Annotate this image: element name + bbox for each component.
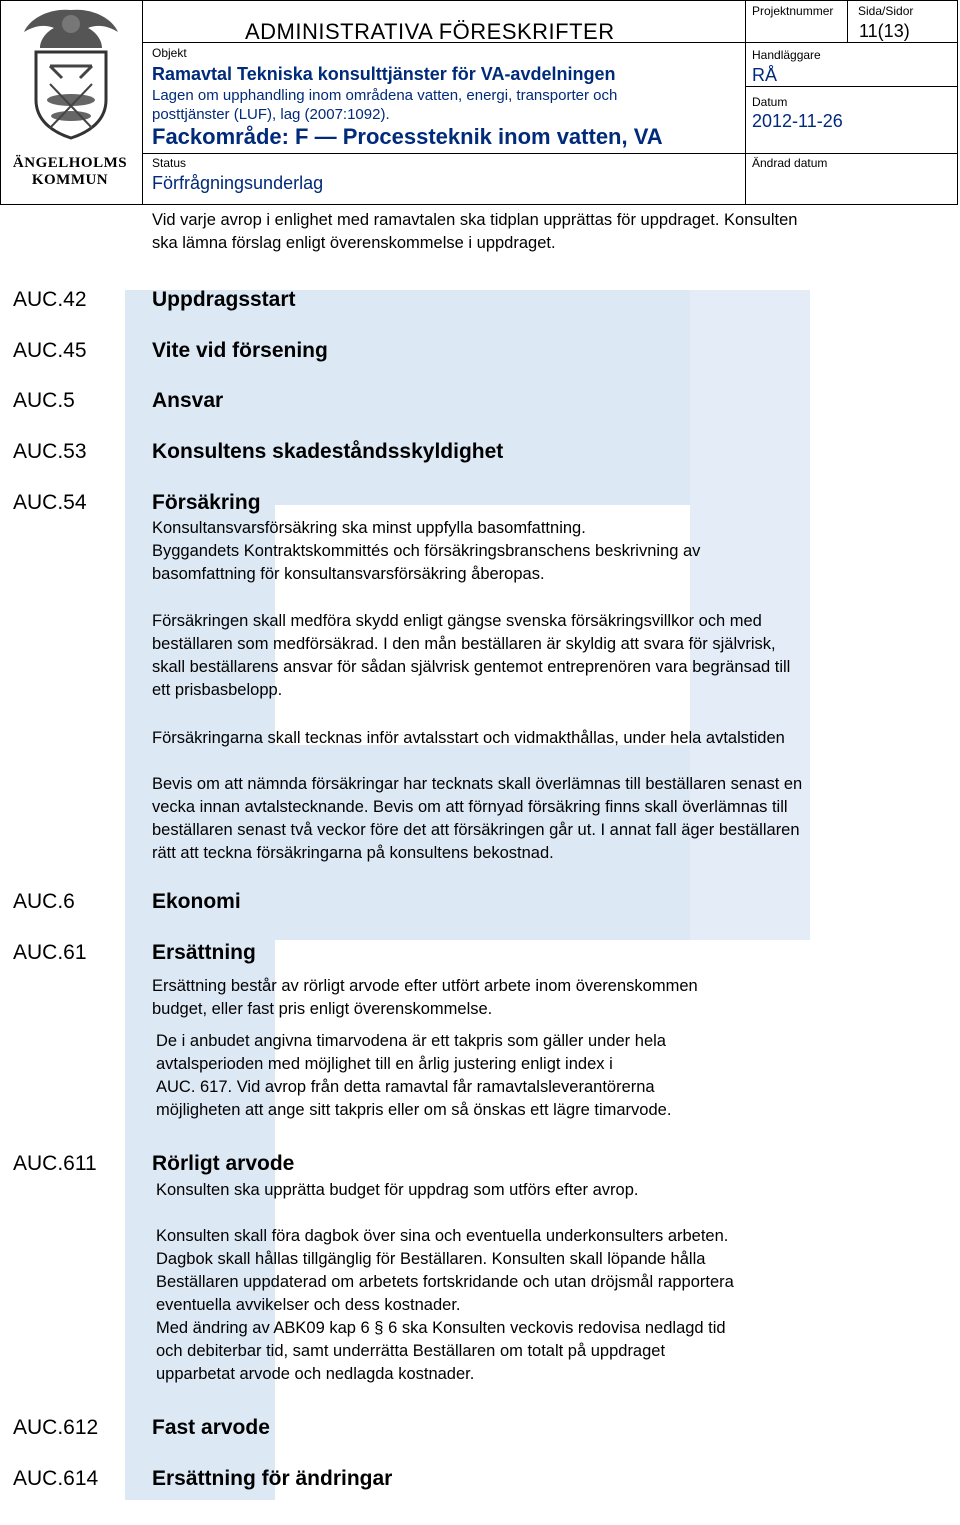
rorligt-p1: Konsulten ska upprätta budget för uppdrag som utförs efter avrop. (156, 1181, 639, 1199)
section-code: AUC.611 (13, 1152, 97, 1175)
forsakring-p1: Konsultansvarsförsäkring ska minst uppfylla basomfattning. Byggandets Kontraktskommittés och försäkringsbranschens beskrivning av basomfattning för konsultansvarsförsäkring åberopas. (152, 519, 701, 583)
municipality-logo (10, 4, 132, 200)
document-title: ADMINISTRATIVA FÖRESKRIFTER (245, 19, 615, 44)
section-title: Ekonomi (152, 890, 241, 913)
status-label: Status (152, 156, 187, 170)
sida-value: 11(13) (859, 21, 910, 41)
section-code: AUC.6 (13, 890, 75, 913)
projektnummer-label: Projektnummer (752, 4, 834, 18)
datum-label: Datum (752, 95, 788, 109)
section-code: AUC.54 (13, 491, 87, 514)
sida-label: Sida/Sidor (858, 4, 914, 18)
section-title: Konsultens skadeståndsskyldighet (152, 440, 504, 463)
logo-line2: KOMMUN (31, 172, 109, 188)
section-title: Vite vid försening (152, 339, 328, 362)
objekt-label: Objekt (152, 46, 187, 60)
status-value: Förfrågningsunderlag (152, 173, 324, 193)
section-code: AUC.612 (13, 1416, 99, 1439)
section-code: AUC.53 (13, 440, 87, 463)
andrad-datum-label: Ändrad datum (752, 156, 828, 170)
forsakring-p2: Försäkringen skall medföra skydd enligt gängse svenska försäkringsvillkor och med beställaren som medförsäkrad. I den mån beställaren är skyldig att svara för självrisk, skall beställarens ansvar för sådan självrisk gentemot entreprenören vara begränsad till ett prisbasbelopp. (152, 612, 791, 699)
section-title: Ansvar (152, 389, 224, 412)
section-title: Ersättning för ändringar (152, 1467, 393, 1490)
datum-value: 2012-11-26 (752, 111, 843, 131)
section-code: AUC.61 (13, 941, 87, 964)
section-title: Försäkring (152, 491, 261, 514)
objekt-main: Ramavtal Tekniska konsulttjänster för VA-avdelningen (152, 64, 616, 84)
objekt-sub2: posttjänster (LUF), lag (2007:1092). (152, 106, 390, 123)
intro-text: Vid varje avrop i enlighet med ramavtalen ska tidplan upprättas för uppdraget. Konsulten ska lämna förslag enligt överenskommelse i uppdraget. (152, 211, 798, 252)
ersattning-p2: De i anbudet angivna timarvodena är ett takpris som gäller under hela avtalsperioden med möjlighet till en årlig justering enligt index i AUC. 617. Vid avrop från detta ramavtal får ramavtalsleverantörerna möjligheten att ange sitt takpris eller om så önskas ett lägre timarvode. (156, 1032, 672, 1119)
section-code: AUC.42 (13, 288, 87, 311)
section-title: Fast arvode (152, 1416, 270, 1439)
section-title: Ersättning (152, 941, 256, 964)
section-title: Rörligt arvode (152, 1152, 295, 1175)
section-code: AUC.5 (13, 389, 75, 412)
logo-line1: ÄNGELHOLMS (12, 155, 128, 171)
handlaggare-value: RÅ (752, 65, 778, 85)
section-title: Uppdragsstart (152, 288, 296, 311)
fackomrade: Fackområde: F — Processteknik inom vatten, VA (152, 124, 663, 149)
objekt-sub1: Lagen om upphandling inom områdena vatten, energi, transporter och (152, 87, 618, 104)
section-code: AUC.614 (13, 1467, 99, 1490)
rorligt-p2: Konsulten skall föra dagbok över sina och eventuella underkonsulters arbeten. Dagbok skall hållas tillgänglig för Beställaren. Konsulten skall löpande hålla Beställaren uppdaterad om arbetets fortskridande och utan dröjsmål rapportera eventuella avvikelser och dess kostnader. Med ändring av ABK09 kap 6 § 6 ska Konsulten veckovis redovisa nedlagd tid och debiterbar tid, samt underrätta Beställaren om totalt på uppdraget upparbetat arvode och nedlagda kostnader. (156, 1227, 734, 1383)
section-code: AUC.45 (13, 339, 87, 362)
ersattning-p1: Ersättning består av rörligt arvode efter utfört arbete inom överenskommen budget, eller fast pris enligt överenskommelse. (152, 977, 698, 1018)
forsakring-p4: Bevis om att nämnda försäkringar har tecknats skall överlämnas till beställaren senast en vecka innan avtalstecknande. Bevis om att förnyad försäkring finns skall överlämnas till beställaren senast två veckor före det att försäkringen går ut. I annat fall äger beställaren rätt att teckna försäkringarna på konsultens bekostnad. (152, 775, 803, 862)
forsakring-p3: Försäkringarna skall tecknas inför avtalsstart och vidmakthållas, under hela avtalstiden (152, 729, 785, 747)
handlaggare-label: Handläggare (752, 48, 821, 62)
coat-of-arms-icon (10, 4, 132, 144)
